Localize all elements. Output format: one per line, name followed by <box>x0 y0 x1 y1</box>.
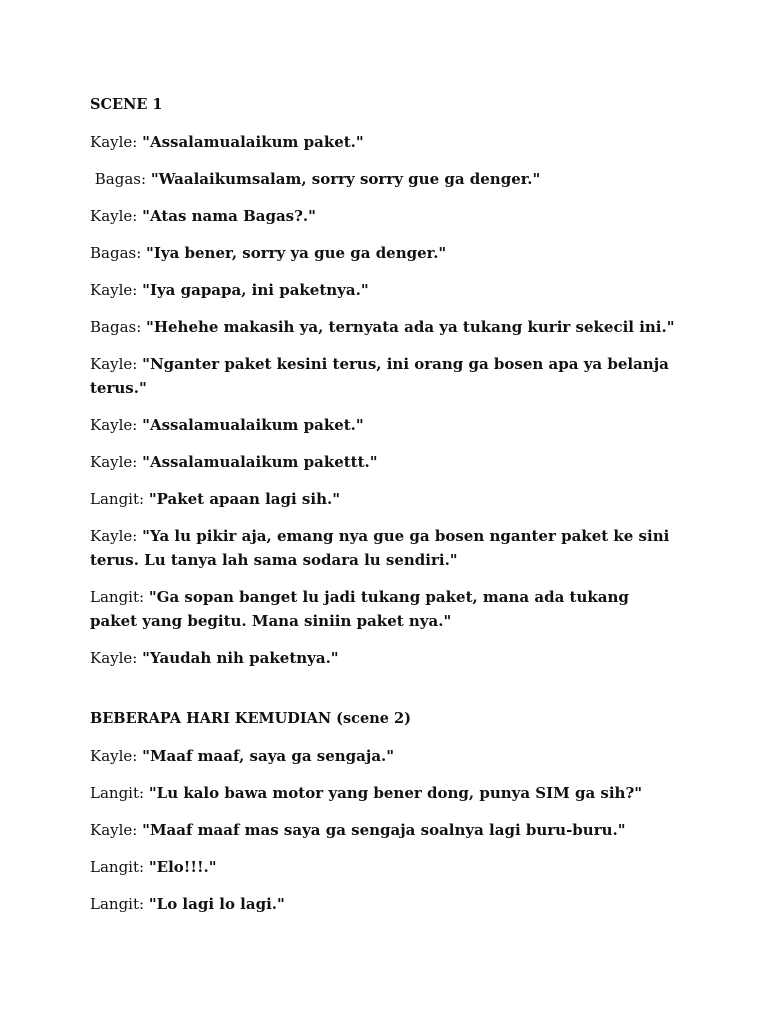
dialogue-line <box>90 315 680 339</box>
dialogue-line <box>90 130 680 154</box>
speaker-name: Kayle: <box>90 527 143 545</box>
speaker-name: Kayle: <box>90 416 143 434</box>
dialogue-line <box>90 855 680 879</box>
dialogue-line <box>90 241 680 265</box>
speaker-name: Kayle: <box>90 281 143 299</box>
speaker-name: Kayle: <box>90 133 143 151</box>
dialogue-text: "Atas nama Bagas?." <box>142 207 316 225</box>
dialogue-line <box>90 646 680 670</box>
dialogue-text: "Iya bener, sorry ya gue ga denger." <box>146 244 447 262</box>
dialogue-text: "Iya gapapa, ini paketnya." <box>142 281 369 299</box>
dialogue-line <box>90 818 680 842</box>
speaker-name: Kayle: <box>90 821 143 839</box>
speaker-name: Kayle: <box>90 747 143 765</box>
dialogue-line <box>90 892 680 916</box>
dialogue-text: "Maaf maaf mas saya ga sengaja soalnya lagi buru-buru." <box>142 821 626 839</box>
dialogue-text: "Elo!!!." <box>148 858 217 876</box>
dialogue-line <box>90 167 680 191</box>
dialogue-line <box>90 413 680 437</box>
dialogue-text: "Lu kalo bawa motor yang bener dong, punya SIM ga sih?" <box>148 784 643 802</box>
dialogue-line <box>90 487 680 511</box>
speaker-name: Kayle: <box>90 207 143 225</box>
dialogue-text: "Assalamualaikum paket." <box>142 133 364 151</box>
speaker-name: Langit: <box>90 588 149 606</box>
speaker-name: Kayle: <box>90 649 143 667</box>
speaker-name: Kayle: <box>90 453 143 471</box>
dialogue-text: "Paket apaan lagi sih." <box>148 490 341 508</box>
dialogue-line <box>90 204 680 228</box>
script-document <box>90 93 680 929</box>
speaker-name: Langit: <box>90 858 149 876</box>
dialogue-text: "Nganter paket kesini terus, ini orang ga bosen apa ya belanja terus." <box>90 355 669 397</box>
scene-1-heading: SCENE 1 <box>90 96 163 113</box>
speaker-name: Bagas: <box>90 170 151 188</box>
speaker-name: Kayle: <box>90 355 143 373</box>
dialogue-line <box>90 450 680 474</box>
dialogue-line <box>90 278 680 302</box>
dialogue-line <box>90 352 680 400</box>
dialogue-text: "Hehehe makasih ya, ternyata ada ya tukang kurir sekecil ini." <box>146 318 675 336</box>
speaker-name: Bagas: <box>90 244 147 262</box>
speaker-name: Langit: <box>90 895 149 913</box>
scene-2-heading: BEBERAPA HARI KEMUDIAN (scene 2) <box>90 710 411 727</box>
dialogue-text: "Waalaikumsalam, sorry sorry gue ga denger." <box>150 170 541 188</box>
speaker-name: Langit: <box>90 490 149 508</box>
section-spacer <box>90 683 680 707</box>
dialogue-line <box>90 781 680 805</box>
dialogue-text: "Ga sopan banget lu jadi tukang paket, mana ada tukang paket yang begitu. Mana siniin paket nya." <box>90 588 629 630</box>
dialogue-text: "Assalamualaikum pakettt." <box>142 453 378 471</box>
dialogue-text: "Ya lu pikir aja, emang nya gue ga bosen nganter paket ke sini terus. Lu tanya lah sama sodara lu sendiri." <box>90 527 670 569</box>
dialogue-text: "Maaf maaf, saya ga sengaja." <box>142 747 395 765</box>
dialogue-line <box>90 585 680 633</box>
dialogue-text: "Yaudah nih paketnya." <box>142 649 339 667</box>
dialogue-text: "Assalamualaikum paket." <box>142 416 364 434</box>
dialogue-line <box>90 524 680 572</box>
dialogue-text: "Lo lagi lo lagi." <box>148 895 285 913</box>
speaker-name: Bagas: <box>90 318 147 336</box>
dialogue-line <box>90 744 680 768</box>
speaker-name: Langit: <box>90 784 149 802</box>
